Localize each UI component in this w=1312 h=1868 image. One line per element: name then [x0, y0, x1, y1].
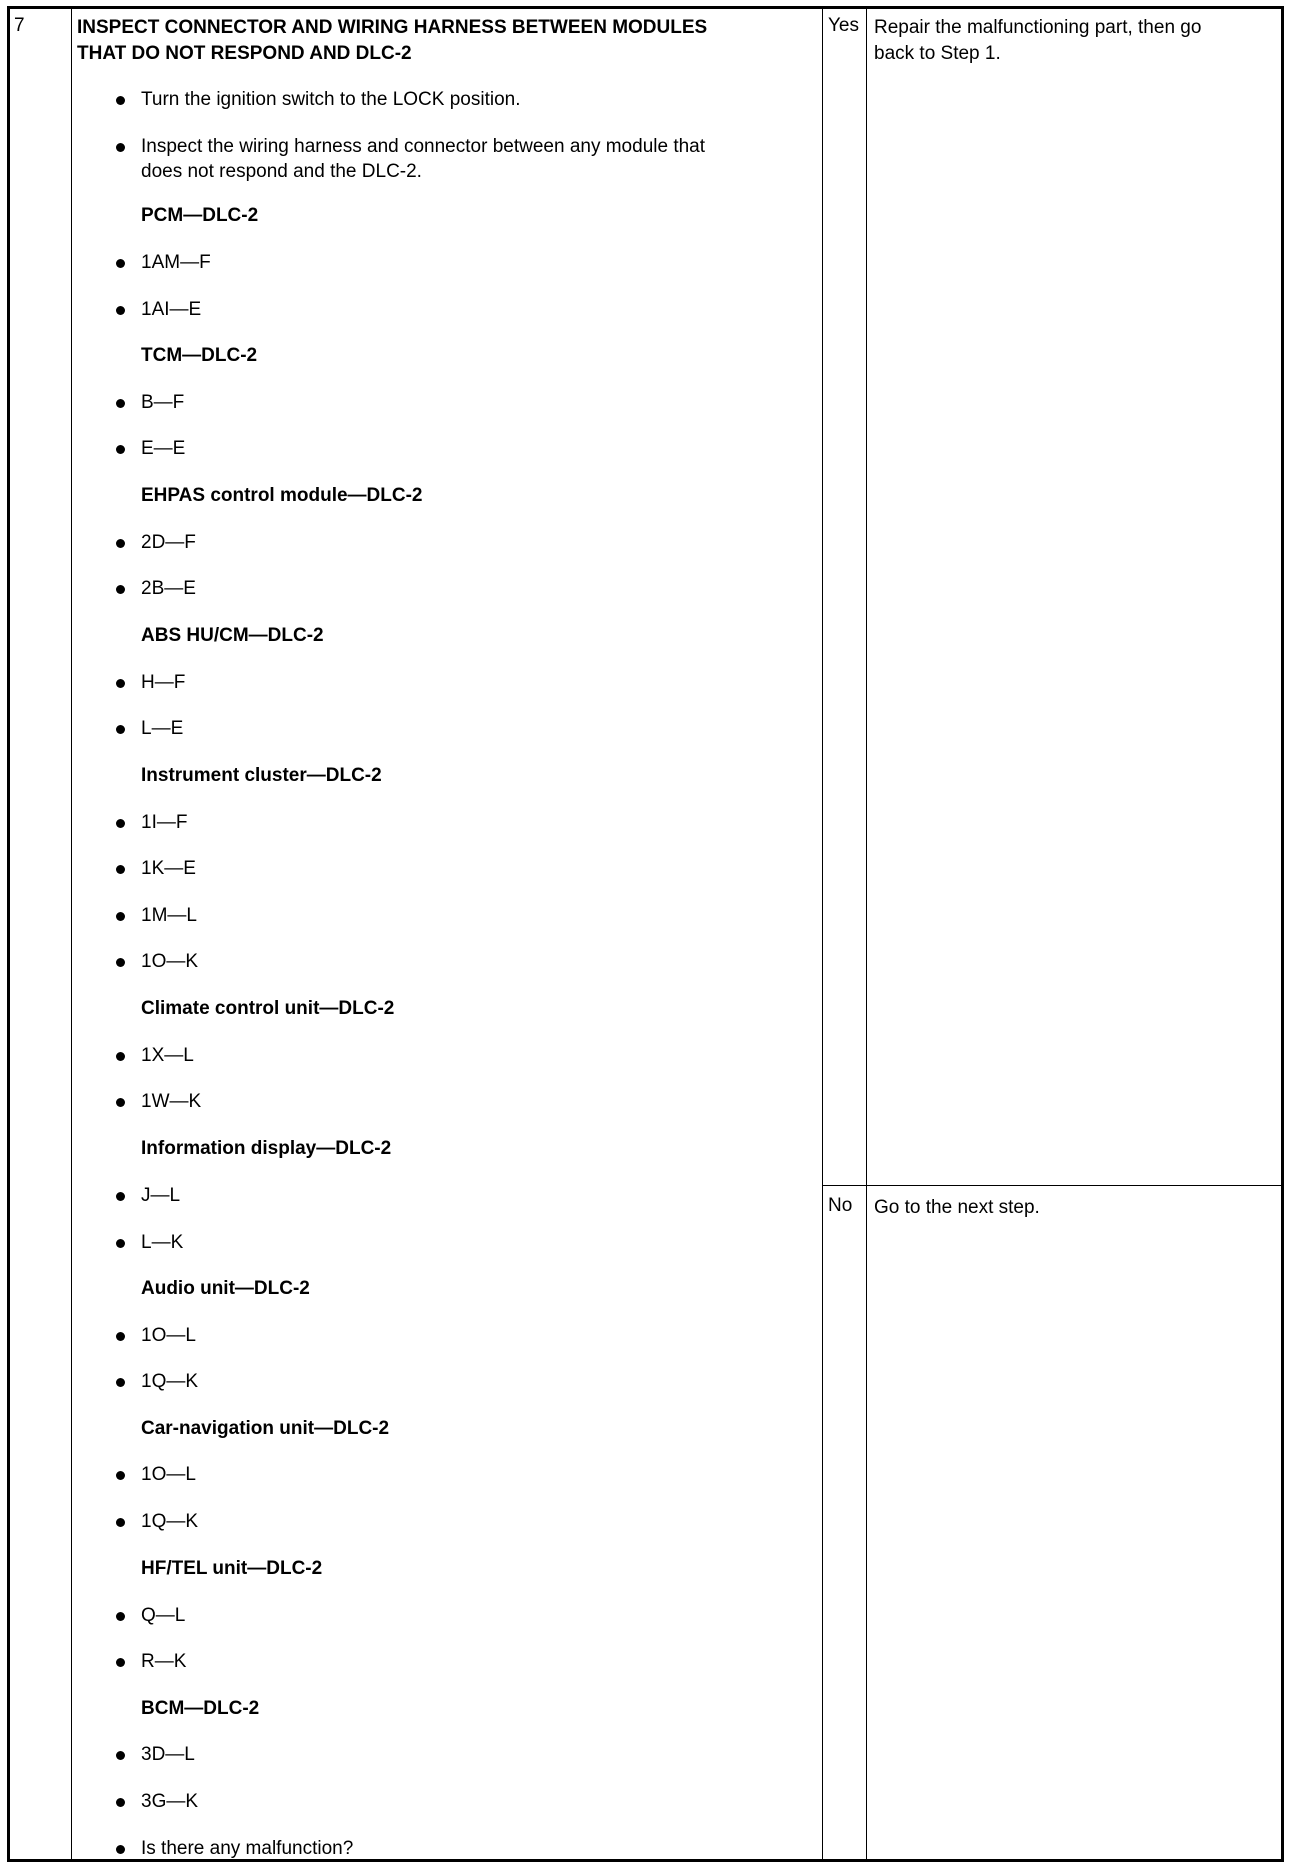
item-text-line: J—L — [141, 1185, 181, 1206]
item-text-line: HF/TEL unit—DLC-2 — [141, 1558, 323, 1579]
item-text-line: PCM—DLC-2 — [141, 205, 259, 226]
column-divider-action — [822, 9, 823, 1859]
item-text-line: Turn the ignition switch to the LOCK position. — [141, 89, 521, 110]
no-label: No — [828, 1195, 853, 1216]
instruction-bullet-item — [77, 903, 197, 928]
inspection-table — [7, 6, 1284, 1862]
instruction-bullet-item — [77, 390, 184, 415]
yes-action-line-2: back to Step 1. — [874, 43, 1001, 64]
item-text-line: B—F — [141, 392, 185, 413]
item-text-line: 1Q—K — [141, 1371, 199, 1392]
item-text-line: L—E — [141, 718, 184, 739]
module-pair-heading — [77, 1416, 389, 1441]
item-text-line: 1Q—K — [141, 1511, 199, 1532]
instruction-bullet-item — [77, 716, 183, 741]
column-divider-step — [71, 9, 72, 1859]
module-pair-heading — [77, 1696, 259, 1721]
result-row-divider — [822, 1185, 1281, 1186]
yes-label: Yes — [828, 15, 859, 36]
column-divider-result — [866, 9, 867, 1859]
item-text-line: 1K—E — [141, 858, 196, 879]
module-pair-heading — [77, 1136, 391, 1161]
item-text-line: 1M—L — [141, 905, 197, 926]
no-action-line-1: Go to the next step. — [874, 1197, 1040, 1218]
item-text-line: 1I—F — [141, 812, 188, 833]
step-heading — [77, 15, 797, 67]
item-text-line: 1O—K — [141, 951, 199, 972]
item-text-line: ABS HU/CM—DLC-2 — [141, 625, 324, 646]
instruction-bullet-item — [77, 1789, 198, 1814]
instruction-bullet-item — [77, 1836, 353, 1861]
module-pair-heading — [77, 996, 394, 1021]
module-pair-heading — [77, 623, 324, 648]
instruction-bullet-item — [77, 1462, 196, 1487]
instruction-bullet-item — [77, 1649, 186, 1674]
instruction-bullet-item — [77, 949, 198, 974]
instruction-bullet-item — [77, 436, 185, 461]
instruction-bullet-item — [77, 1323, 196, 1348]
step-number: 7 — [14, 15, 25, 36]
module-pair-heading — [77, 483, 423, 508]
item-text-line: H—F — [141, 672, 186, 693]
item-text-line: L—K — [141, 1232, 184, 1253]
instruction-bullet-item — [77, 1742, 195, 1767]
item-text-line: 2D—F — [141, 532, 196, 553]
item-text-line: Is there any malfunction? — [141, 1838, 354, 1859]
item-text-line: 1AI—E — [141, 299, 202, 320]
instruction-bullet-item — [77, 856, 196, 881]
module-pair-heading — [77, 203, 258, 228]
instruction-bullet-item — [77, 87, 521, 112]
instruction-bullet-item — [77, 134, 705, 184]
item-text-line: 1X—L — [141, 1045, 194, 1066]
yes-action-line-1: Repair the malfunctioning part, then go — [874, 17, 1202, 38]
item-text-line: 1O—L — [141, 1464, 196, 1485]
item-text-line: 3G—K — [141, 1791, 199, 1812]
instruction-bullet-item — [77, 1509, 198, 1534]
item-text-line: Audio unit—DLC-2 — [141, 1278, 310, 1299]
item-text-line: Instrument cluster—DLC-2 — [141, 765, 382, 786]
no-action — [874, 1195, 1274, 1221]
item-text-line: R—K — [141, 1651, 187, 1672]
instruction-bullet-item — [77, 1230, 183, 1255]
instruction-bullet-item — [77, 530, 196, 555]
instruction-bullet-item — [77, 810, 187, 835]
module-pair-heading — [77, 1276, 310, 1301]
item-text-line: Inspect the wiring harness and connector between any module that — [141, 136, 706, 157]
instruction-bullet-item — [77, 576, 196, 601]
item-text-line: 1W—K — [141, 1091, 202, 1112]
item-text-line: Q—L — [141, 1605, 186, 1626]
item-text-line: Climate control unit—DLC-2 — [141, 998, 395, 1019]
module-pair-heading — [77, 763, 382, 788]
item-text-line: Information display—DLC-2 — [141, 1138, 392, 1159]
instruction-bullet-item — [77, 297, 201, 322]
item-text-line: EHPAS control module—DLC-2 — [141, 485, 423, 506]
instruction-bullet-item — [77, 1603, 185, 1628]
item-text-line: 3D—L — [141, 1744, 195, 1765]
instruction-bullet-item — [77, 1183, 180, 1208]
instruction-bullet-item — [77, 670, 185, 695]
item-text-line: E—E — [141, 438, 186, 459]
heading-line-2: THAT DO NOT RESPOND AND DLC-2 — [77, 43, 412, 64]
item-text-line: Car-navigation unit—DLC-2 — [141, 1418, 390, 1439]
instruction-bullet-item — [77, 1369, 198, 1394]
module-pair-heading — [77, 343, 257, 368]
instruction-bullet-item — [77, 250, 211, 275]
heading-line-1: INSPECT CONNECTOR AND WIRING HARNESS BETWEEN MODULES — [77, 17, 708, 38]
item-text-line: 1O—L — [141, 1325, 196, 1346]
item-text-line: does not respond and the DLC-2. — [141, 161, 422, 182]
instruction-bullet-item — [77, 1089, 201, 1114]
item-text-line: BCM—DLC-2 — [141, 1698, 260, 1719]
yes-action — [874, 15, 1274, 67]
item-text-line: TCM—DLC-2 — [141, 345, 258, 366]
module-pair-heading — [77, 1556, 322, 1581]
instruction-bullet-item — [77, 1043, 194, 1068]
item-text-line: 1AM—F — [141, 252, 211, 273]
item-text-line: 2B—E — [141, 578, 196, 599]
